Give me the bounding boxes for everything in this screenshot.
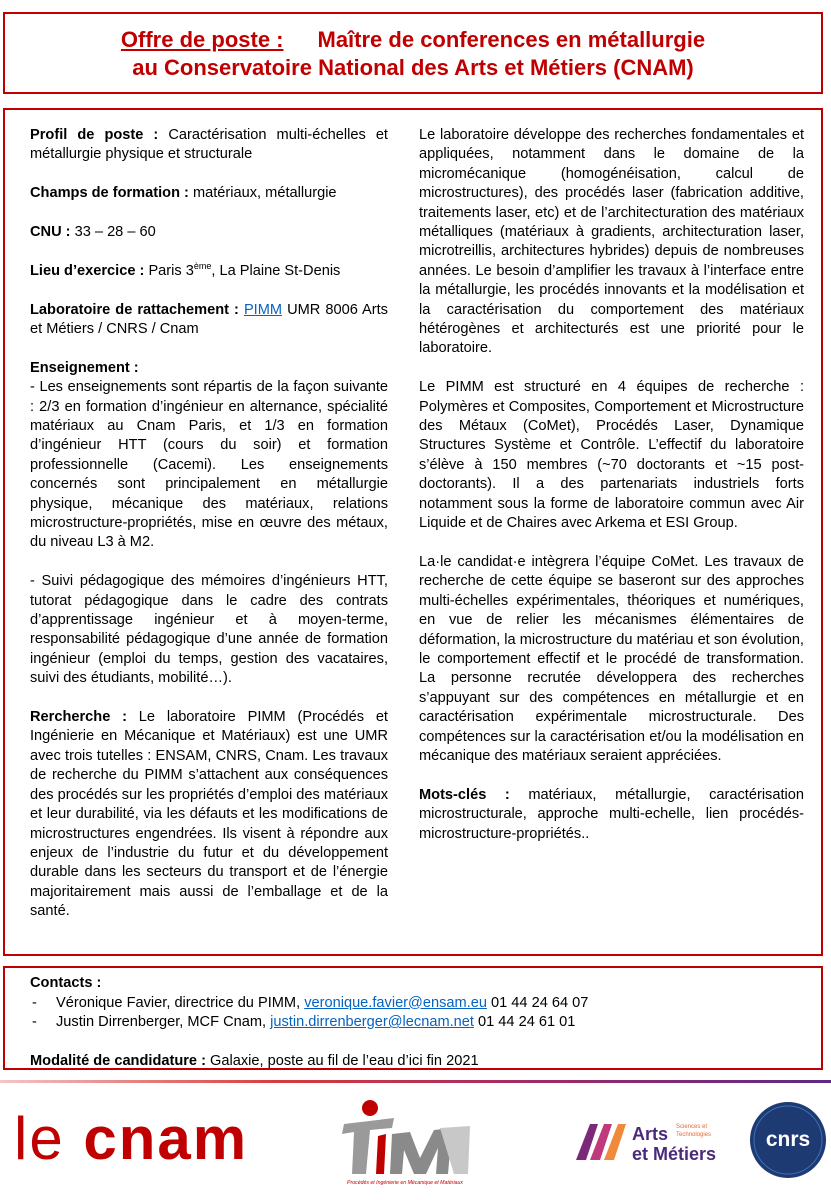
lieu-label: Lieu d’exercice : (30, 262, 145, 279)
cnu-text: 33 – 28 – 60 (74, 224, 156, 240)
mots-text: matériaux, métallurgie, caractérisation microstructurale, approche multi-echelle, lien procédés-microstructure-propriétés.. (419, 786, 804, 842)
right-column (419, 126, 804, 863)
recherche-text: Le laboratoire PIMM (Procédés et Ingénierie en Mécanique et Matériaux) est une UMR avec trois tutelles : ENSAM, CNRS, Cnam. Les travaux de recherche du PIMM s’attachent aux conséquences des procédés sur les propriétés d’emploi des matériaux et leur durabilité, via les défauts et les modifications de microstructures engendrées. Ils visent à répondre aux enjeux de l’industrie du futur et du développement durable dans les secteurs du transport et de l’énergie majoritairement mais aussi de l’emballage et de la santé. (30, 709, 388, 920)
cnu-section (30, 223, 388, 242)
champs-text: matériaux, métallurgie (192, 185, 337, 202)
lieu-sup: ème (193, 260, 212, 271)
mots-label: Mots-clés : (419, 786, 510, 803)
main-box (3, 108, 823, 956)
ensam-small-1: Sciences et (676, 1124, 708, 1130)
mots-section (419, 786, 804, 844)
labo-section (30, 301, 388, 340)
labo-text: UMR 8006 Arts et Métiers / CNRS / Cnam (30, 301, 388, 337)
contact-name: Véronique Favier, directrice du PIMM, (56, 994, 301, 1011)
cnam-logo-le: le (14, 1105, 84, 1172)
profil-label: Profil de poste : (30, 127, 159, 143)
enseignement-p2: - Suivi pédagogique des mémoires d’ingénieurs HTT, tutorat pédagogique dans le cadre des contrats d’apprentissage ingénieur et à moyen-terme, responsabilité pédagogique d’une année de formation ingénieur (emploi du temps, gestion des vacataires, suivi des étudiants, mobilité…). (30, 573, 388, 687)
modalite-text: Galaxie, poste au fil de l’eau d’ici fin 2021 (210, 1053, 479, 1069)
modalite-line (30, 1052, 810, 1072)
contact-name: Justin Dirrenberger, MCF Cnam, (56, 1014, 267, 1030)
cnu-label: CNU : (30, 224, 71, 240)
position-title: Maître de conferences en métallurgie (317, 27, 706, 52)
contact-phone: 01 44 24 64 07 (491, 994, 589, 1011)
contact-item (30, 994, 810, 1014)
right-p2: Le PIMM est structuré en 4 équipes de recherche : Polymères et Composites, Comportement et Microstructure des Métaux (CoMet), Procédés Laser, Dynamique Structures Système et Contrôle. L’effectif du laboratoire s’élève à 150 membres (~70 doctorants et ~15 post-doctorants). Il a des partenariats industriels forts notamment sous la forme de laboratoire commun avec Air Liquide et de Chaires avec Arkema et ESI Group. (419, 379, 804, 532)
pimm-link[interactable]: PIMM (243, 301, 283, 318)
cnrs-logo (746, 1096, 826, 1186)
contact-dash: - (32, 994, 37, 1011)
cnam-logo-cnam: cnam (83, 1105, 249, 1172)
labo-label: Laboratoire de rattachement : (30, 301, 239, 318)
contacts-label: Contacts : (30, 975, 102, 991)
ensam-arts: Arts (632, 1124, 669, 1144)
right-p1: Le laboratoire développe des recherches fondamentales et appliquées, notamment dans le domaine de la micromécanique (homogénéisation, calcul de microstructures), des procédés laser (fabrication additive, traitements laser, etc) et de l’architecturation des matériaux métalliques (matériaux à gradients, architecturation laser, microtreillis, architectures hybrides) depuis de nombreuses années. Le besoin d’amplifier les travaux à l’interface entre la métallurgie, les procédés innovants et la modélisation et la caractérisation du comportement des matériaux hétérogènes et architecturés est une priorité pour le laboratoire. (419, 127, 804, 357)
institution-title: au Conservatoire National des Arts et Métiers (CNAM) (132, 55, 694, 80)
left-column (30, 126, 388, 941)
enseignement-p1: - Les enseignements sont répartis de la façon suivante : 2/3 en formation d’ingénieur en alternance, spécialité matériaux au Cnam Paris, et 1/3 en formation d’ingénieur HTT (cours du soir) et formation professionnelle (Cacemi). Les enseignements concernés sont principalement en métallurgie physique, mécanique des matériaux, relations microstructure-propriétés, mise en œuvre des métaux, du niveau L3 à M2. (30, 379, 388, 551)
ensam-small-2: Technologies (676, 1132, 712, 1138)
champs-section (30, 184, 388, 203)
right-p3: La·le candidat·e intègrera l’équipe CoMet. Les travaux de recherche de cette équipe se baseront sur des approches multi-échelles expérimentales, théoriques et numériques, en vue de relier les mécanismes élémentaires de déformation, la microstructure du matériau et son évolution, le comportement effectif et le procédé de transformation. La personne recrutée développera des recherches s’appuyant sur des compétences en métallurgie et en caractérisation expérimentale microstructurale. Des compétences sur la caractérisation et/ou la modélisation en mécanique des matériaux seraient appréciées. (419, 553, 804, 764)
profil-section (30, 126, 388, 165)
cnam-logo (14, 1104, 248, 1174)
title-box (3, 12, 823, 94)
contact-email-link[interactable]: justin.dirrenberger@lecnam.net (270, 1014, 474, 1030)
ensam-logo (574, 1118, 734, 1168)
pimm-caption: Procédés et Ingénierie en Mécanique et Matériaux (347, 1180, 463, 1186)
logos-row (0, 1090, 831, 1200)
lieu-text-after: , La Plaine St-Denis (211, 262, 341, 279)
gradient-divider (0, 1080, 831, 1083)
profil-text: Caractérisation multi-échelles et métallurgie physique et structurale (30, 127, 388, 163)
lieu-section (30, 262, 388, 281)
pimm-logo (330, 1098, 480, 1188)
lieu-text-before: Paris 3 (148, 262, 194, 279)
recherche-section (30, 708, 388, 921)
enseignement-section (30, 359, 388, 553)
contact-dash: - (32, 1014, 37, 1030)
contact-phone: 01 44 24 61 01 (478, 1014, 576, 1030)
contacts-inner (30, 974, 810, 1072)
ensam-et-metiers: et Métiers (632, 1144, 717, 1164)
offer-label: Offre de poste : (120, 27, 284, 52)
enseignement-label: Enseignement : (30, 359, 139, 376)
modalite-label: Modalité de candidature : (30, 1053, 206, 1069)
recherche-label: Rercherche : (30, 709, 127, 726)
contact-email-link[interactable]: veronique.favier@ensam.eu (304, 994, 487, 1011)
contact-item (30, 1013, 810, 1033)
title-line-1 (5, 26, 821, 54)
champs-label: Champs de formation : (30, 185, 189, 202)
cnrs-text: cnrs (765, 1128, 811, 1151)
contacts-box (3, 966, 823, 1070)
